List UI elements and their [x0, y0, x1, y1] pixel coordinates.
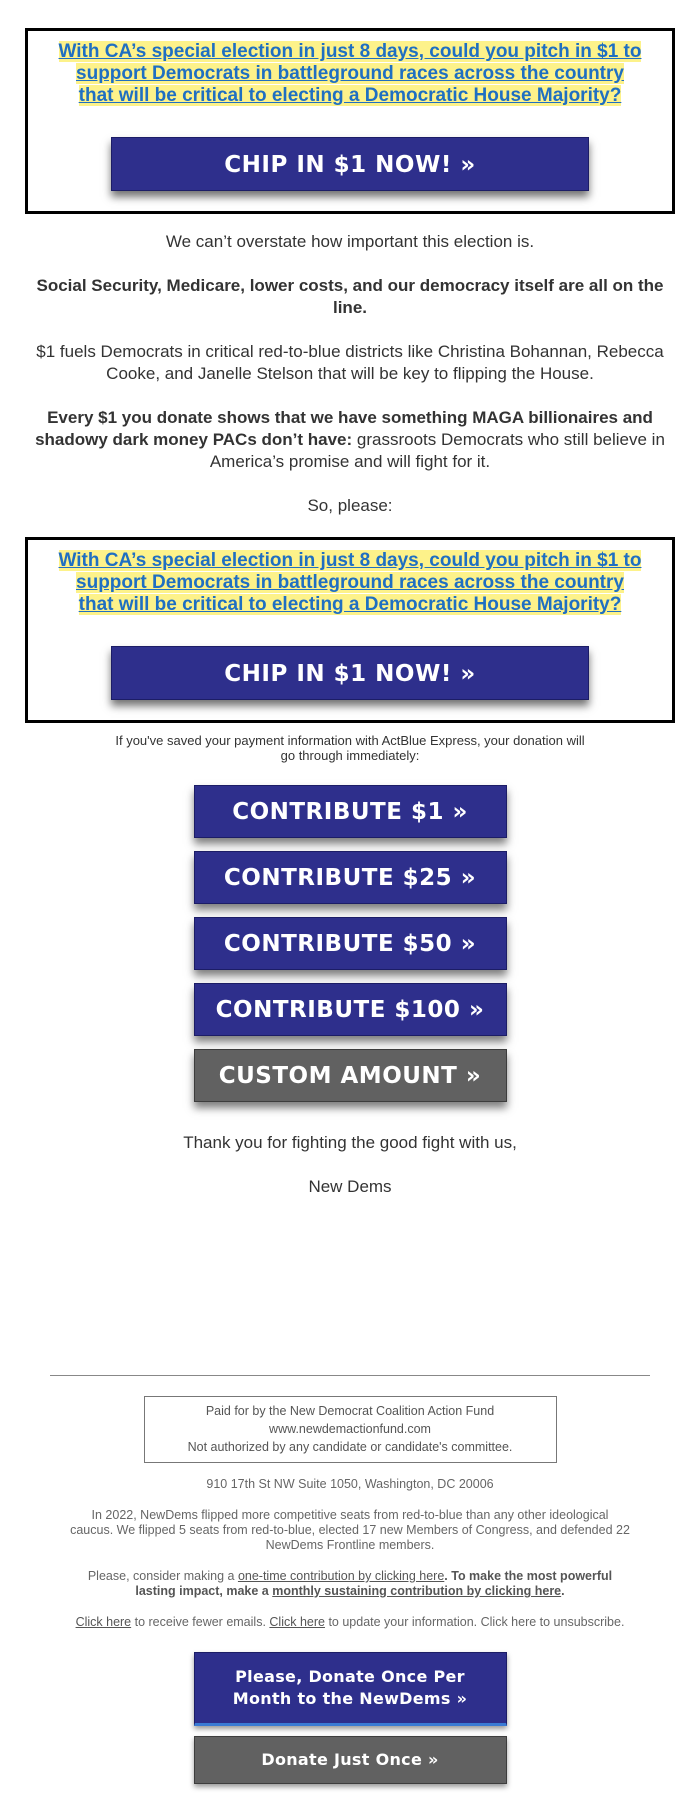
contribute-1-button[interactable]: CONTRIBUTE $1 » [194, 785, 507, 838]
consider-mid: . To make the most powerful lasting impact, make a [135, 1569, 613, 1598]
monthly-contribution-link[interactable]: monthly sustaining contribution by clicking here [272, 1584, 562, 1598]
cta-box-middle [25, 537, 675, 723]
paragraph-red-to-blue: $1 fuels Democrats in critical red-to-blue districts like Christina Bohannan, Rebecca Cooke, and Janelle Stelson that will be key to flipping the House. [36, 342, 664, 383]
chip-in-button[interactable]: CHIP IN $1 NOW! » [111, 137, 589, 191]
actblue-express-note: If you've saved your payment information with ActBlue Express, your donation will go through immediately: [115, 733, 585, 763]
paragraph-on-the-line-text: Social Security, Medicare, lower costs, and our democracy itself are all on the line. [36, 276, 664, 317]
contribute-25-button[interactable]: CONTRIBUTE $25 » [194, 851, 507, 904]
donate-once-button[interactable]: Donate Just Once » [194, 1736, 507, 1784]
one-time-contribution-link[interactable]: one-time contribution by clicking here [237, 1569, 445, 1583]
disclaimer-website: www.newdemactionfund.com [269, 1422, 431, 1436]
consider-prefix: Please, consider making a [87, 1569, 238, 1583]
contribute-100-button[interactable]: CONTRIBUTE $100 » [194, 983, 507, 1036]
consider-end: . [561, 1584, 565, 1598]
footer-address: 910 17th St NW Suite 1050, Washington, DC 20006 [206, 1477, 494, 1491]
paragraph-every-dollar-bold: Every $1 you donate shows that we have something MAGA billionaires and shadowy dark money PACs don’t have: [35, 408, 653, 449]
cta-box-top [25, 28, 675, 214]
cta-headline-link[interactable]: With CA’s special election in just 8 days, could you pitch in $1 to support Democrats in battleground races across the country that will be critical to electing a Democratic House Majority? [58, 41, 642, 106]
signature: New Dems [308, 1177, 392, 1196]
paragraph-importance: We can’t overstate how important this election is. [165, 232, 535, 251]
cta-headline-container [48, 550, 652, 616]
paragraph-every-dollar [25, 407, 675, 473]
chip-in-button[interactable]: CHIP IN $1 NOW! » [111, 646, 589, 700]
paragraph-every-dollar-rest: grassroots Democrats who still believe in America’s promise and will fight for it. [209, 430, 665, 471]
fewer-emails-link[interactable]: Click here [75, 1615, 132, 1629]
disclaimer-line-3: Not authorized by any candidate or candidate's committee. [187, 1440, 513, 1454]
custom-amount-button[interactable]: CUSTOM AMOUNT » [194, 1049, 507, 1102]
thank-you-line: Thank you for fighting the good fight with us, [183, 1133, 517, 1152]
cta-headline-link[interactable]: With CA’s special election in just 8 days, could you pitch in $1 to support Democrats in battleground races across the country that will be critical to electing a Democratic House Majority? [58, 550, 642, 615]
fewer-emails-text: to receive fewer emails. [131, 1615, 270, 1629]
update-info-text: to update your information. Click here to unsubscribe. [324, 1615, 625, 1629]
donate-monthly-button[interactable]: Please, Donate Once Per Month to the NewDems » [194, 1652, 507, 1726]
update-info-link[interactable]: Click here [269, 1615, 325, 1629]
disclaimer-line-1: Paid for by the New Democrat Coalition Action Fund [205, 1404, 495, 1418]
footer-contribute-links [70, 1569, 630, 1599]
paid-for-disclaimer [144, 1396, 557, 1463]
footer-email-prefs [70, 1615, 630, 1630]
cta-headline-container [48, 41, 652, 107]
footer-about: In 2022, NewDems flipped more competitive seats from red-to-blue than any other ideological caucus. We flipped 5 seats from red-to-blue, elected 17 new Members of Congress, and defended 22 NewDems Frontline members. [70, 1508, 630, 1552]
paragraph-so-please: So, please: [307, 496, 393, 515]
paragraph-on-the-line [25, 275, 675, 319]
contribute-50-button[interactable]: CONTRIBUTE $50 » [194, 917, 507, 970]
